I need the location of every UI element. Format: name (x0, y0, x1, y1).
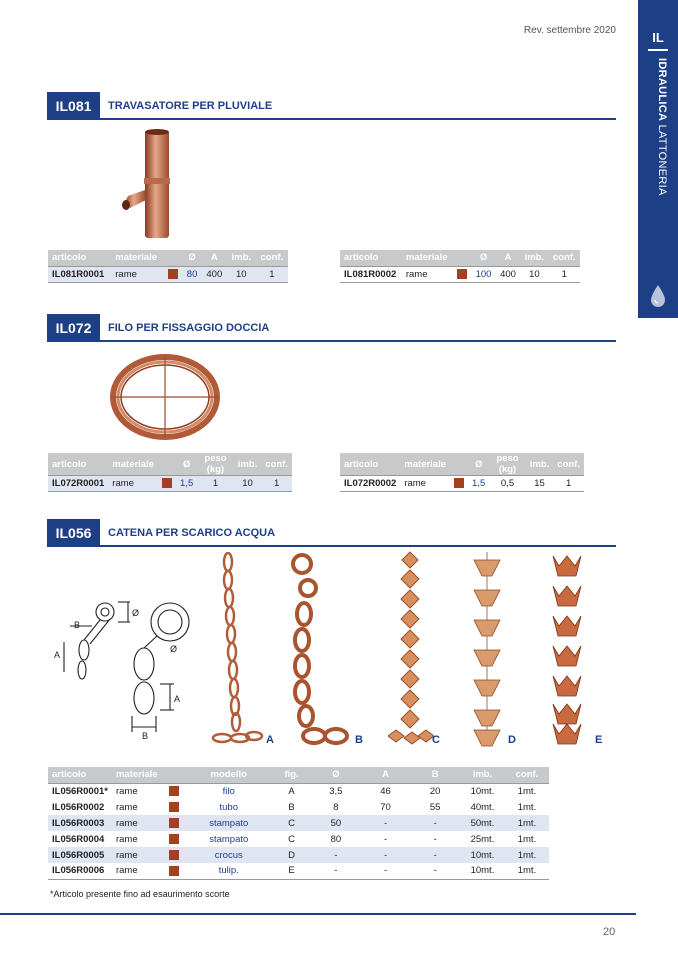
copper-wire-coil-image (110, 352, 220, 442)
footer-rule (0, 913, 636, 915)
copper-swatch (454, 478, 464, 488)
table-row: IL072R0001 rame 1,5 1 10 1 (48, 476, 292, 492)
figure-letter-a: A (266, 734, 274, 746)
chain-technical-drawing (52, 592, 202, 742)
section-header-il056 (47, 519, 616, 547)
dim-label-diameter: Ø (170, 644, 178, 654)
dim-label-b: B (142, 731, 149, 741)
chain-b-image (284, 552, 354, 752)
section-header-il081 (47, 92, 616, 120)
table-row: IL081R0001 rame 80 400 10 1 (48, 266, 288, 282)
figure-letter-d: D (508, 734, 516, 746)
copper-swatch (168, 269, 178, 279)
copper-swatch (169, 818, 179, 828)
chain-d-image (470, 550, 504, 750)
section-code: IL081 (47, 92, 100, 120)
table-row: IL056R0001* rame filo A 3,5 46 20 10mt. 1mt. (48, 783, 549, 799)
copper-swatch (457, 269, 467, 279)
water-drop-icon (649, 284, 667, 308)
spec-table-il081-b: articolo materiale Ø A imb. conf. IL081R0002 rame 100 400 10 1 (340, 250, 580, 283)
section-code: IL072 (47, 314, 100, 342)
section-title: FILO PER FISSAGGIO DOCCIA (108, 322, 270, 334)
figure-letter-e: E (595, 734, 603, 746)
figure-letter-c: C (432, 734, 440, 746)
table-row: IL056R0005 rame crocus D - - - 10mt. 1mt. (48, 847, 549, 863)
section-title: TRAVASATORE PER PLUVIALE (108, 100, 273, 112)
table-row: IL081R0002 rame 100 400 10 1 (340, 266, 580, 282)
copper-swatch (169, 834, 179, 844)
dim-label-diameter: Ø (132, 608, 140, 618)
spec-table-il081-a: articolo materiale Ø A imb. conf. IL081R0001 rame 80 400 10 1 (48, 250, 288, 283)
revision-date: Rev. settembre 2020 (523, 25, 616, 36)
section-code: IL056 (47, 519, 100, 547)
dim-label-a: A (174, 694, 181, 704)
section-title: CATENA PER SCARICO ACQUA (108, 527, 276, 539)
side-tab-category: IDRAULICA LATTONERIA (656, 58, 668, 196)
table-row: IL056R0006 rame tulip. E - - - 10mt. 1mt. (48, 863, 549, 879)
chain-c-image (388, 550, 434, 750)
table-row: IL056R0003 rame stampato C 50 - - 50mt. 1mt. (48, 815, 549, 831)
spec-table-il072-a: articolo materiale Ø peso (kg) imb. conf. IL072R0001 rame 1,5 1 10 1 (48, 453, 292, 492)
copper-swatch (169, 786, 179, 796)
section-header-il072 (47, 314, 616, 342)
side-tab-code: IL (652, 30, 664, 45)
side-tab-divider (648, 49, 668, 51)
figure-letter-b: B (355, 734, 363, 746)
chain-a-image (208, 552, 264, 752)
copper-swatch (169, 802, 179, 812)
dim-label-b: B (74, 620, 81, 630)
table-row: IL072R0002 rame 1,5 0,5 15 1 (340, 476, 584, 492)
copper-swatch (169, 866, 179, 876)
copper-swatch (162, 478, 172, 488)
chain-e-image (550, 552, 584, 748)
footnote: *Articolo presente fino ad esaurimento scorte (50, 889, 230, 899)
table-row: IL056R0002 rame tubo B 8 70 55 40mt. 1mt. (52, 801, 537, 813)
rain-diverter-image (118, 128, 188, 240)
table-row: IL056R0004 rame stampato C 80 - - 25mt. 1mt. (52, 833, 537, 845)
dim-label-a: A (54, 650, 61, 660)
page-number: 20 (603, 926, 616, 938)
copper-swatch (169, 850, 179, 860)
spec-table-il056: articolo materiale modello fig. Ø A B imb. conf. IL056R0001* rame filo A 3,5 46 20 10mt. 1mt. IL056R0002 rame tubo B 8 70 55 40mt. 1mt. IL056R0003 rame stampato C 50 - - 50mt. 1mt. IL056R0004 rame stampato C 80 - - 25mt. 1mt. IL056R0005 rame crocus D - - - 10mt. 1mt. IL056R0006 rame tulip. E - - - 10mt. 1mt. (48, 767, 549, 880)
spec-table-il072-b: articolo materiale Ø peso (kg) imb. conf. IL072R0002 rame 1,5 0,5 15 1 (340, 453, 584, 492)
